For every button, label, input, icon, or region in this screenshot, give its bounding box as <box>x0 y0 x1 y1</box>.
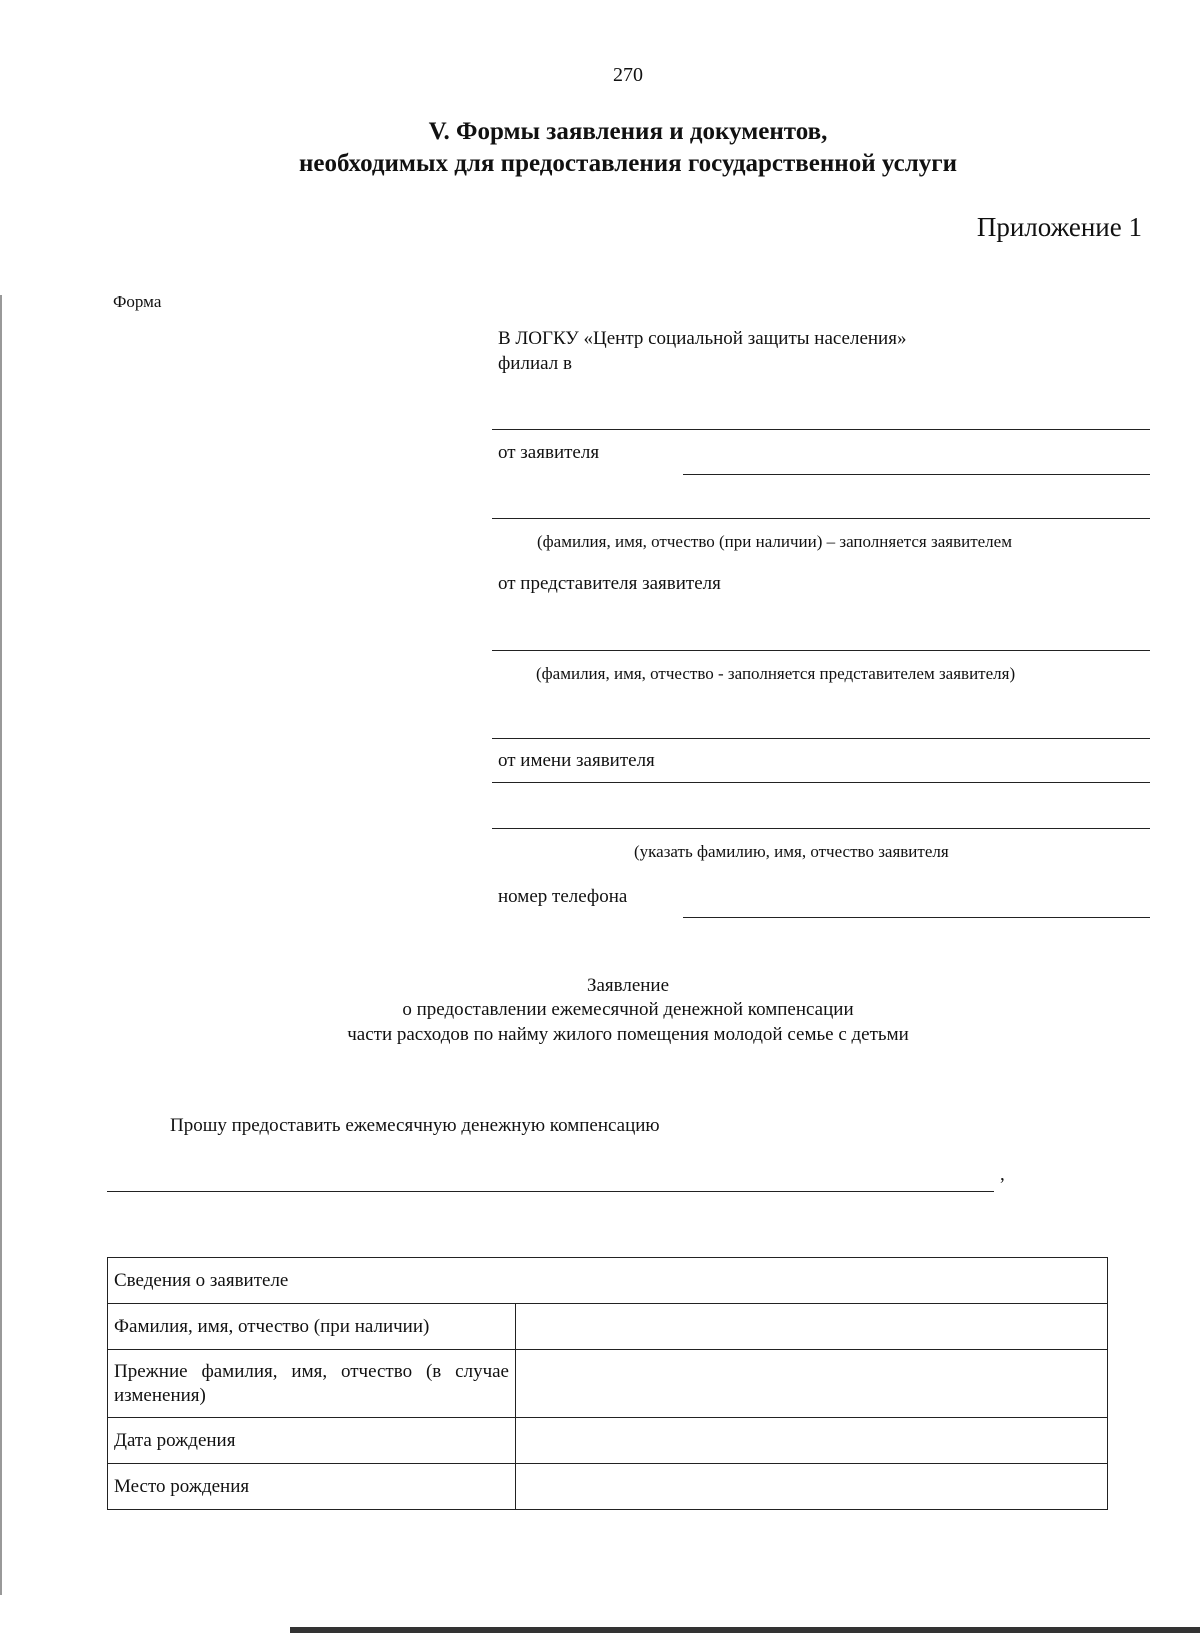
addressee-line1: В ЛОГКУ «Центр социальной защиты населения» <box>498 328 907 349</box>
section-title-line2: необходимых для предоставления государственной услуги <box>299 150 957 177</box>
appendix-label: Приложение 1 <box>976 212 1142 242</box>
representative-from-label: от представителя заявителя <box>498 573 721 594</box>
statement-line3: части расходов по найму жилого помещения молодой семье с детьми <box>347 1024 909 1045</box>
branch-field-line[interactable] <box>492 429 1150 430</box>
row-label: Место рождения <box>108 1464 516 1510</box>
table-header: Сведения о заявителе <box>108 1258 1108 1304</box>
on-behalf-field-line-2[interactable] <box>492 828 1150 829</box>
row-value-cell[interactable] <box>516 1464 1108 1510</box>
applicant-hint: (фамилия, имя, отчество (при наличии) – заполняется заявителем <box>537 532 1012 551</box>
on-behalf-hint: (указать фамилию, имя, отчество заявителя <box>634 842 949 861</box>
representative-field-line[interactable] <box>492 650 1150 651</box>
addressee-line2: филиал в <box>498 353 572 374</box>
row-label: Фамилия, имя, отчество (при наличии) <box>108 1304 516 1350</box>
form-label: Форма <box>113 292 162 311</box>
row-value-cell[interactable] <box>516 1304 1108 1350</box>
row-value-cell[interactable] <box>516 1350 1108 1418</box>
representative-hint: (фамилия, имя, отчество - заполняется представителем заявителя) <box>536 664 1016 683</box>
table-row <box>108 1350 1108 1418</box>
page-number: 270 <box>613 64 643 86</box>
row-label: Дата рождения <box>108 1418 516 1464</box>
applicant-from-label: от заявителя <box>498 442 600 463</box>
phone-label: номер телефона <box>498 886 628 907</box>
applicant-info-table <box>107 1257 1108 1510</box>
applicant-field-line-2[interactable] <box>492 518 1150 519</box>
representative-extra-line[interactable] <box>492 738 1150 739</box>
statement-line2: о предоставлении ежемесячной денежной компенсации <box>402 999 854 1020</box>
compensation-field-line[interactable] <box>107 1191 994 1192</box>
scan-bottom-edge <box>290 1627 1200 1633</box>
request-text: Прошу предоставить ежемесячную денежную компенсацию <box>170 1115 660 1136</box>
applicant-field-line-1[interactable] <box>683 474 1150 475</box>
section-title-line1: V. Формы заявления и документов, <box>428 118 828 145</box>
request-comma: , <box>1000 1164 1005 1185</box>
on-behalf-field-line-1[interactable] <box>492 782 1150 783</box>
on-behalf-label: от имени заявителя <box>498 750 655 771</box>
table-row <box>108 1464 1108 1510</box>
row-label: Прежние фамилия, имя, отчество (в случае изменения) <box>108 1350 516 1418</box>
table-row <box>108 1304 1108 1350</box>
scan-left-edge <box>0 295 2 1595</box>
phone-field-line[interactable] <box>683 917 1150 918</box>
table-row <box>108 1418 1108 1464</box>
row-value-cell[interactable] <box>516 1418 1108 1464</box>
statement-title: Заявление <box>586 975 670 996</box>
